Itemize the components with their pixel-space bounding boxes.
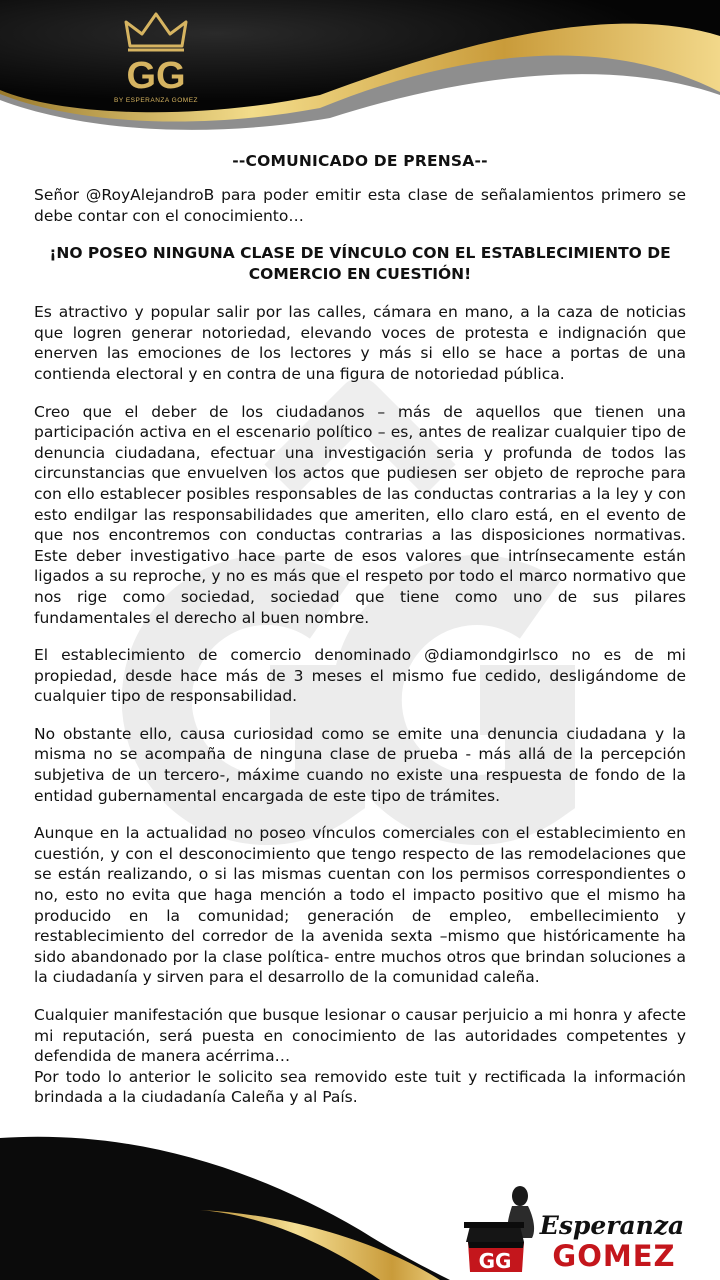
intro-paragraph: Señor @RoyAlejandroB para poder emitir esta clase de señalamientos primero se debe contar con el conocimiento… bbox=[34, 186, 686, 225]
logo-tagline: BY ESPERANZA GOMEZ bbox=[113, 97, 199, 104]
body-paragraph: Cualquier manifestación que busque lesionar o causar perjuicio a mi honra y afecte mi reputación, será puesta en conocimiento de las autoridades competentes y defendida de manera acérrima… bbox=[34, 1006, 686, 1066]
closing-paragraph: Por todo lo anterior le solicito sea removido este tuit y rectificada la información brindada a la ciudadanía Caleña y al País. bbox=[34, 1067, 686, 1107]
body-paragraph: Aunque en la actualidad no poseo vínculos comerciales con el establecimiento en cuestión, y con el desconocimiento que tengo respecto de las remodelaciones que se están realizando, o si las mismas cuentan con los permisos correspondientes o no, esto no evita que haga mención a todo el impacto positivo que el mismo ha producido en la comunidad; generación de empleo, embellecimiento y restablecimiento del corredor de la avenida sexta –mismo que históricamente ha sido abandonado por la clase política- entre muchos otros que brindan soluciones a la ciudadanía y sirven para el desarrollo de la comunidad caleña. bbox=[34, 824, 686, 987]
release-title: --COMUNICADO DE PRENSA-- bbox=[232, 152, 488, 170]
release-headline: ¡NO POSEO NINGUNA CLASE DE VÍNCULO CON EL ESTABLECIMIENTO DE COMERCIO EN CUESTIÓN! bbox=[49, 244, 671, 284]
signature-monogram: GG bbox=[478, 1249, 512, 1273]
logo-monogram: GG bbox=[126, 55, 186, 97]
crown-icon bbox=[126, 14, 186, 50]
body-paragraph: No obstante ello, causa curiosidad como se emite una denuncia ciudadana y la misma no se acompaña de ninguna clase de prueba - más allá de la percepción subjetiva de un tercero-, máxime cuando no existe una respuesta de fondo de la entidad gubernamental encargada de este tipo de trámites. bbox=[34, 724, 686, 805]
release-body bbox=[34, 152, 686, 1125]
body-paragraph: Es atractivo y popular salir por las calles, cámara en mano, a la caza de noticias que logren generar notoriedad, elevando voces de protesta e indignación que enerven las emociones de los lectores y más si ello se hace a portas de una contienda electoral y en contra de una figura de notoriedad pública. bbox=[34, 303, 686, 383]
signature-firstname: Esperanza bbox=[539, 1211, 685, 1240]
body-paragraph: El establecimiento de comercio denominado @diamondgirlsco no es de mi propiedad, desde hace más de 3 meses el mismo fue cedido, desligándome de cualquier tipo de responsabilidad. bbox=[34, 646, 686, 706]
brand-logo bbox=[96, 2, 216, 112]
body-paragraph: Creo que el deber de los ciudadanos – más de aquellos que tienen una participación activa en el escenario político – es, antes de realizar cualquier tipo de denuncia ciudadana, efectuar una investigación seria y profunda de todos las circunstancias que envuelven los actos que pudiesen ser objeto de reproche para con ello establecer posibles responsables de las conductas contrarias a la ley y con esto endilgar las responsabilidades que ameriten, ello claro está, en el evento de que nos encontremos con conductas contrarias a las disposiciones normativas. Este deber investigativo hace parte de esos valores que intrínsecamente están ligados a su reproche, y no es más que el respeto por todo el marco normativo que nos rige como sociedad, sociedad que tiene como uno de sus pilares fundamentales el derecho al buen nombre. bbox=[34, 402, 686, 627]
signature-logo bbox=[462, 1176, 702, 1276]
signature-lastname: GOMEZ bbox=[552, 1239, 676, 1273]
